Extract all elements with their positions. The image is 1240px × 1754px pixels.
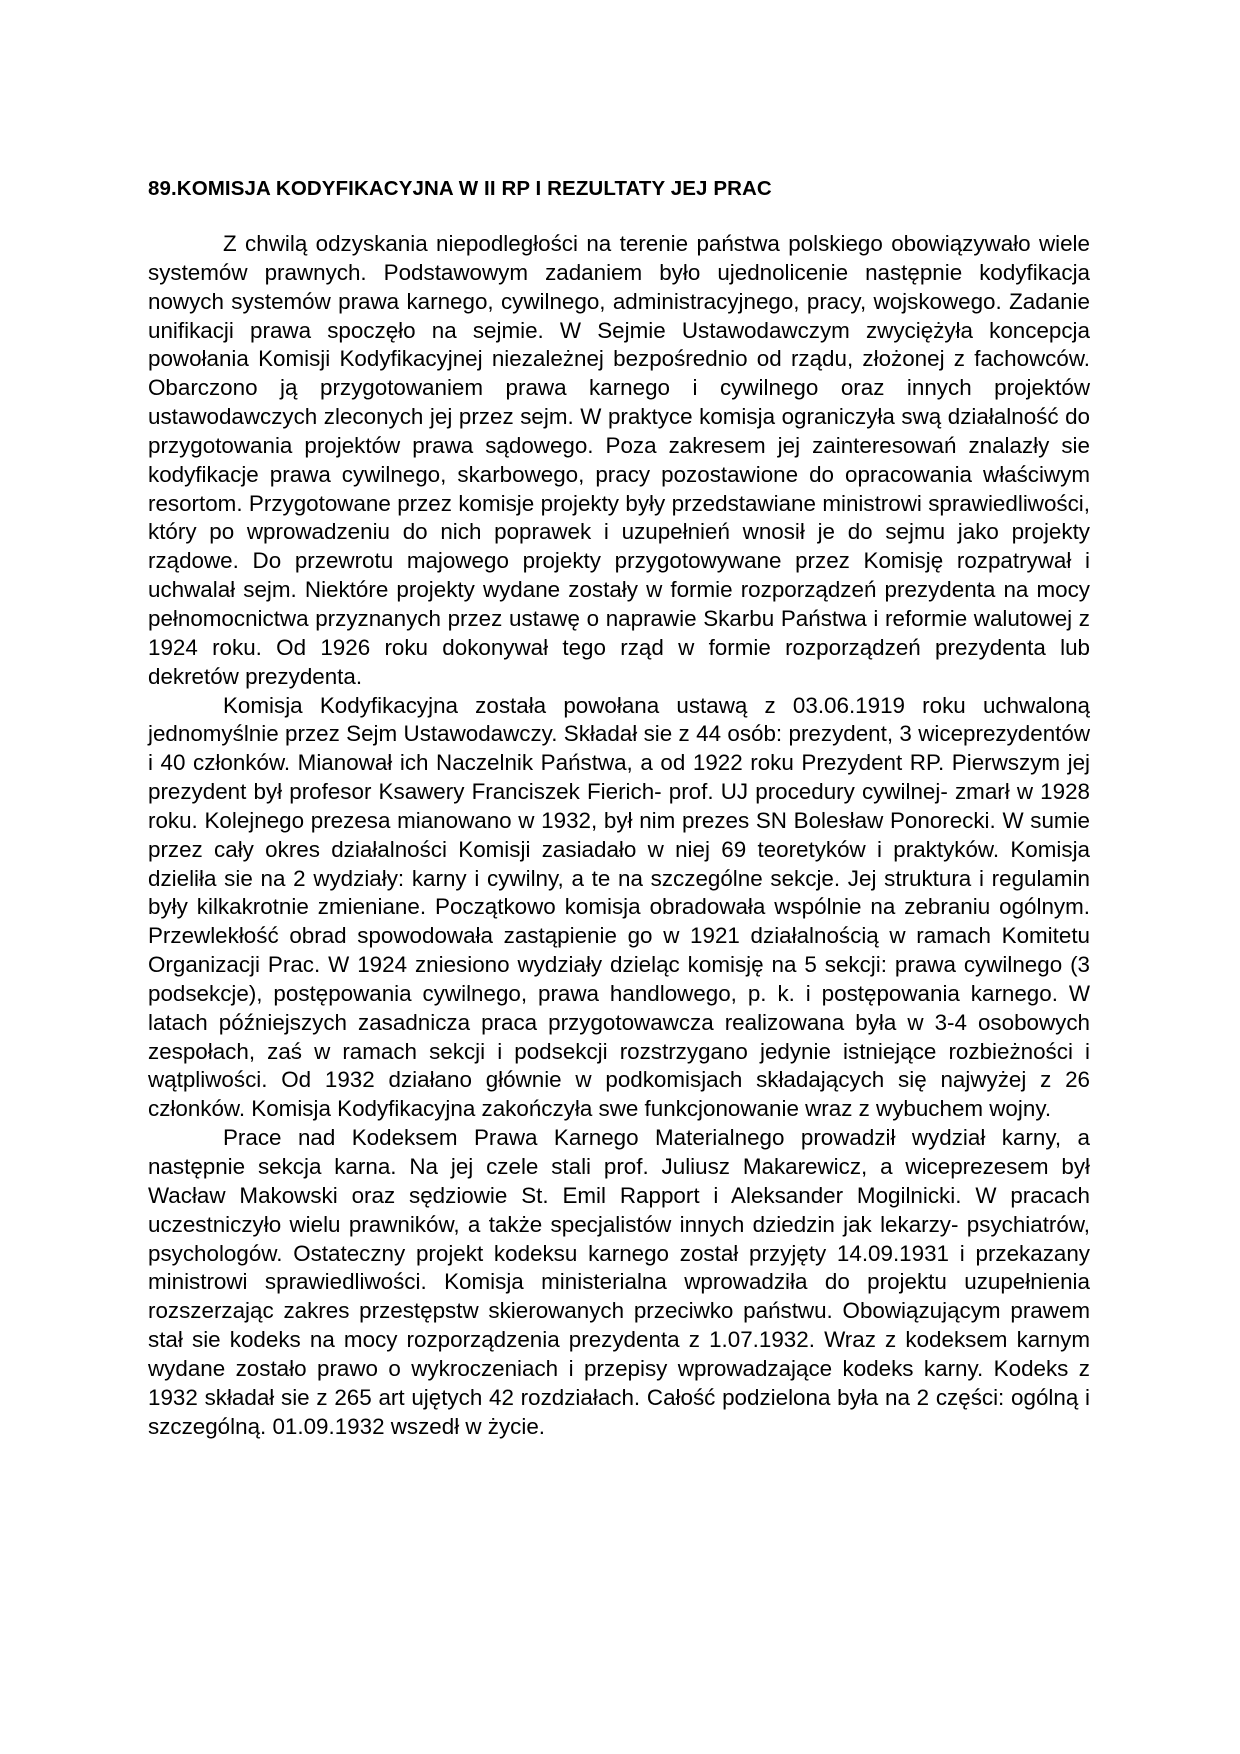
document-title: 89.KOMISJA KODYFIKACYJNA W II RP I REZULTATY JEJ PRAC [148, 177, 772, 200]
paragraph-3: Prace nad Kodeksem Prawa Karnego Materialnego prowadził wydział karny, a następnie sekcja karna. Na jej czele stali prof. Juliusz Makarewicz, a wiceprezesem był Wacław Makowski oraz sędziowie St. Emil Rapport i Aleksander Mogilnicki. W pracach uczestniczyło wielu prawników, a także specjalistów innych dziedzin jak lekarzy- psychiatrów, psychologów. Ostateczny projekt kodeksu karnego został przyjęty 14.09.1931 i przekazany ministrowi sprawiedliwości. Komisja ministerialna wprowadziła do projektu uzupełnienia rozszerzając zakres przestępstw skierowanych przeciwko państwu. Obowiązującym prawem stał sie kodeks na mocy rozporządzenia prezydenta z 1.07.1932. Wraz z kodeksem karnym wydane zostało prawo o wykroczeniach i przepisy wprowadzające kodeks karny. Kodeks z 1932 składał sie z 265 art ujętych 42 rozdziałach. Całość podzielona była na 2 części: ogólną i szczególną. 01.09.1932 wszedł w życie. [148, 1125, 1090, 1439]
paragraph-2: Komisja Kodyfikacyjna została powołana ustawą z 03.06.1919 roku uchwaloną jednomyślnie przez Sejm Ustawodawczy. Składał sie z 44 osób: prezydent, 3 wiceprezydentów i 40 członków. Mianował ich Naczelnik Państwa, a od 1922 roku Prezydent RP. Pierwszym jej prezydent był profesor Ksawery Franciszek Fierich- prof. UJ procedury cywilnej- zmarł w 1928 roku. Kolejnego prezesa mianowano w 1932, był nim prezes SN Bolesław Ponorecki. W sumie przez cały okres działalności Komisji zasiadało w niej 69 teoretyków i praktyków. Komisja dzieliła sie na 2 wydziały: karny i cywilny, a te na szczególne sekcje. Jej struktura i regulamin były kilkakrotnie zmieniane. Początkowo komisja obradowała wspólnie na zebraniu ogólnym. Przewlekłość obrad spowodowała zastąpienie go w 1921 działalnością w ramach Komitetu Organizacji Prac. W 1924 zniesiono wydziały dzieląc komisję na 5 sekcji: prawa cywilnego (3 podsekcje), postępowania cywilnego, prawa handlowego, p. k. i postępowania karnego. W latach późniejszych zasadnicza praca przygotowawcza realizowana była w 3-4 osobowych zespołach, zaś w ramach sekcji i podsekcji rozstrzygano jedynie istniejące rozbieżności i wątpliwości. Od 1932 działano głównie w podkomisjach składających się najwyżej z 26 członków. Komisja Kodyfikacyjna zakończyła swe funkcjonowanie wraz z wybuchem wojny. [148, 692, 1090, 1122]
document-body [148, 176, 1090, 1441]
paragraph-1: Z chwilą odzyskania niepodległości na terenie państwa polskiego obowiązywało wiele systemów prawnych. Podstawowym zadaniem było ujednolicenie następnie kodyfikacja nowych systemów prawa karnego, cywilnego, administracyjnego, pracy, wojskowego. Zadanie unifikacji prawa spoczęło na sejmie. W Sejmie Ustawodawczym zwyciężyła koncepcja powołania Komisji Kodyfikacyjnej niezależnej bezpośrednio od rządu, złożonej z fachowców. Obarczono ją przygotowaniem prawa karnego i cywilnego oraz innych projektów ustawodawczych zleconych jej przez sejm. W praktyce komisja ograniczyła swą działalność do przygotowania projektów prawa sądowego. Poza zakresem jej zainteresowań znalazły sie kodyfikacje prawa cywilnego, skarbowego, pracy pozostawione do opracowania właściwym resortom. Przygotowane przez komisje projekty były przedstawiane ministrowi sprawiedliwości, który po wprowadzeniu do nich poprawek i uzupełnień wnosił je do sejmu jako projekty rządowe. Do przewrotu majowego projekty przygotowywane przez Komisję rozpatrywał i uchwalał sejm. Niektóre projekty wydane zostały w formie rozporządzeń prezydenta na mocy pełnomocnictwa przyznanych przez ustawę o naprawie Skarbu Państwa i reformie walutowej z 1924 roku. Od 1926 roku dokonywał tego rząd w formie rozporządzeń prezydenta lub dekretów prezydenta. [148, 231, 1090, 689]
